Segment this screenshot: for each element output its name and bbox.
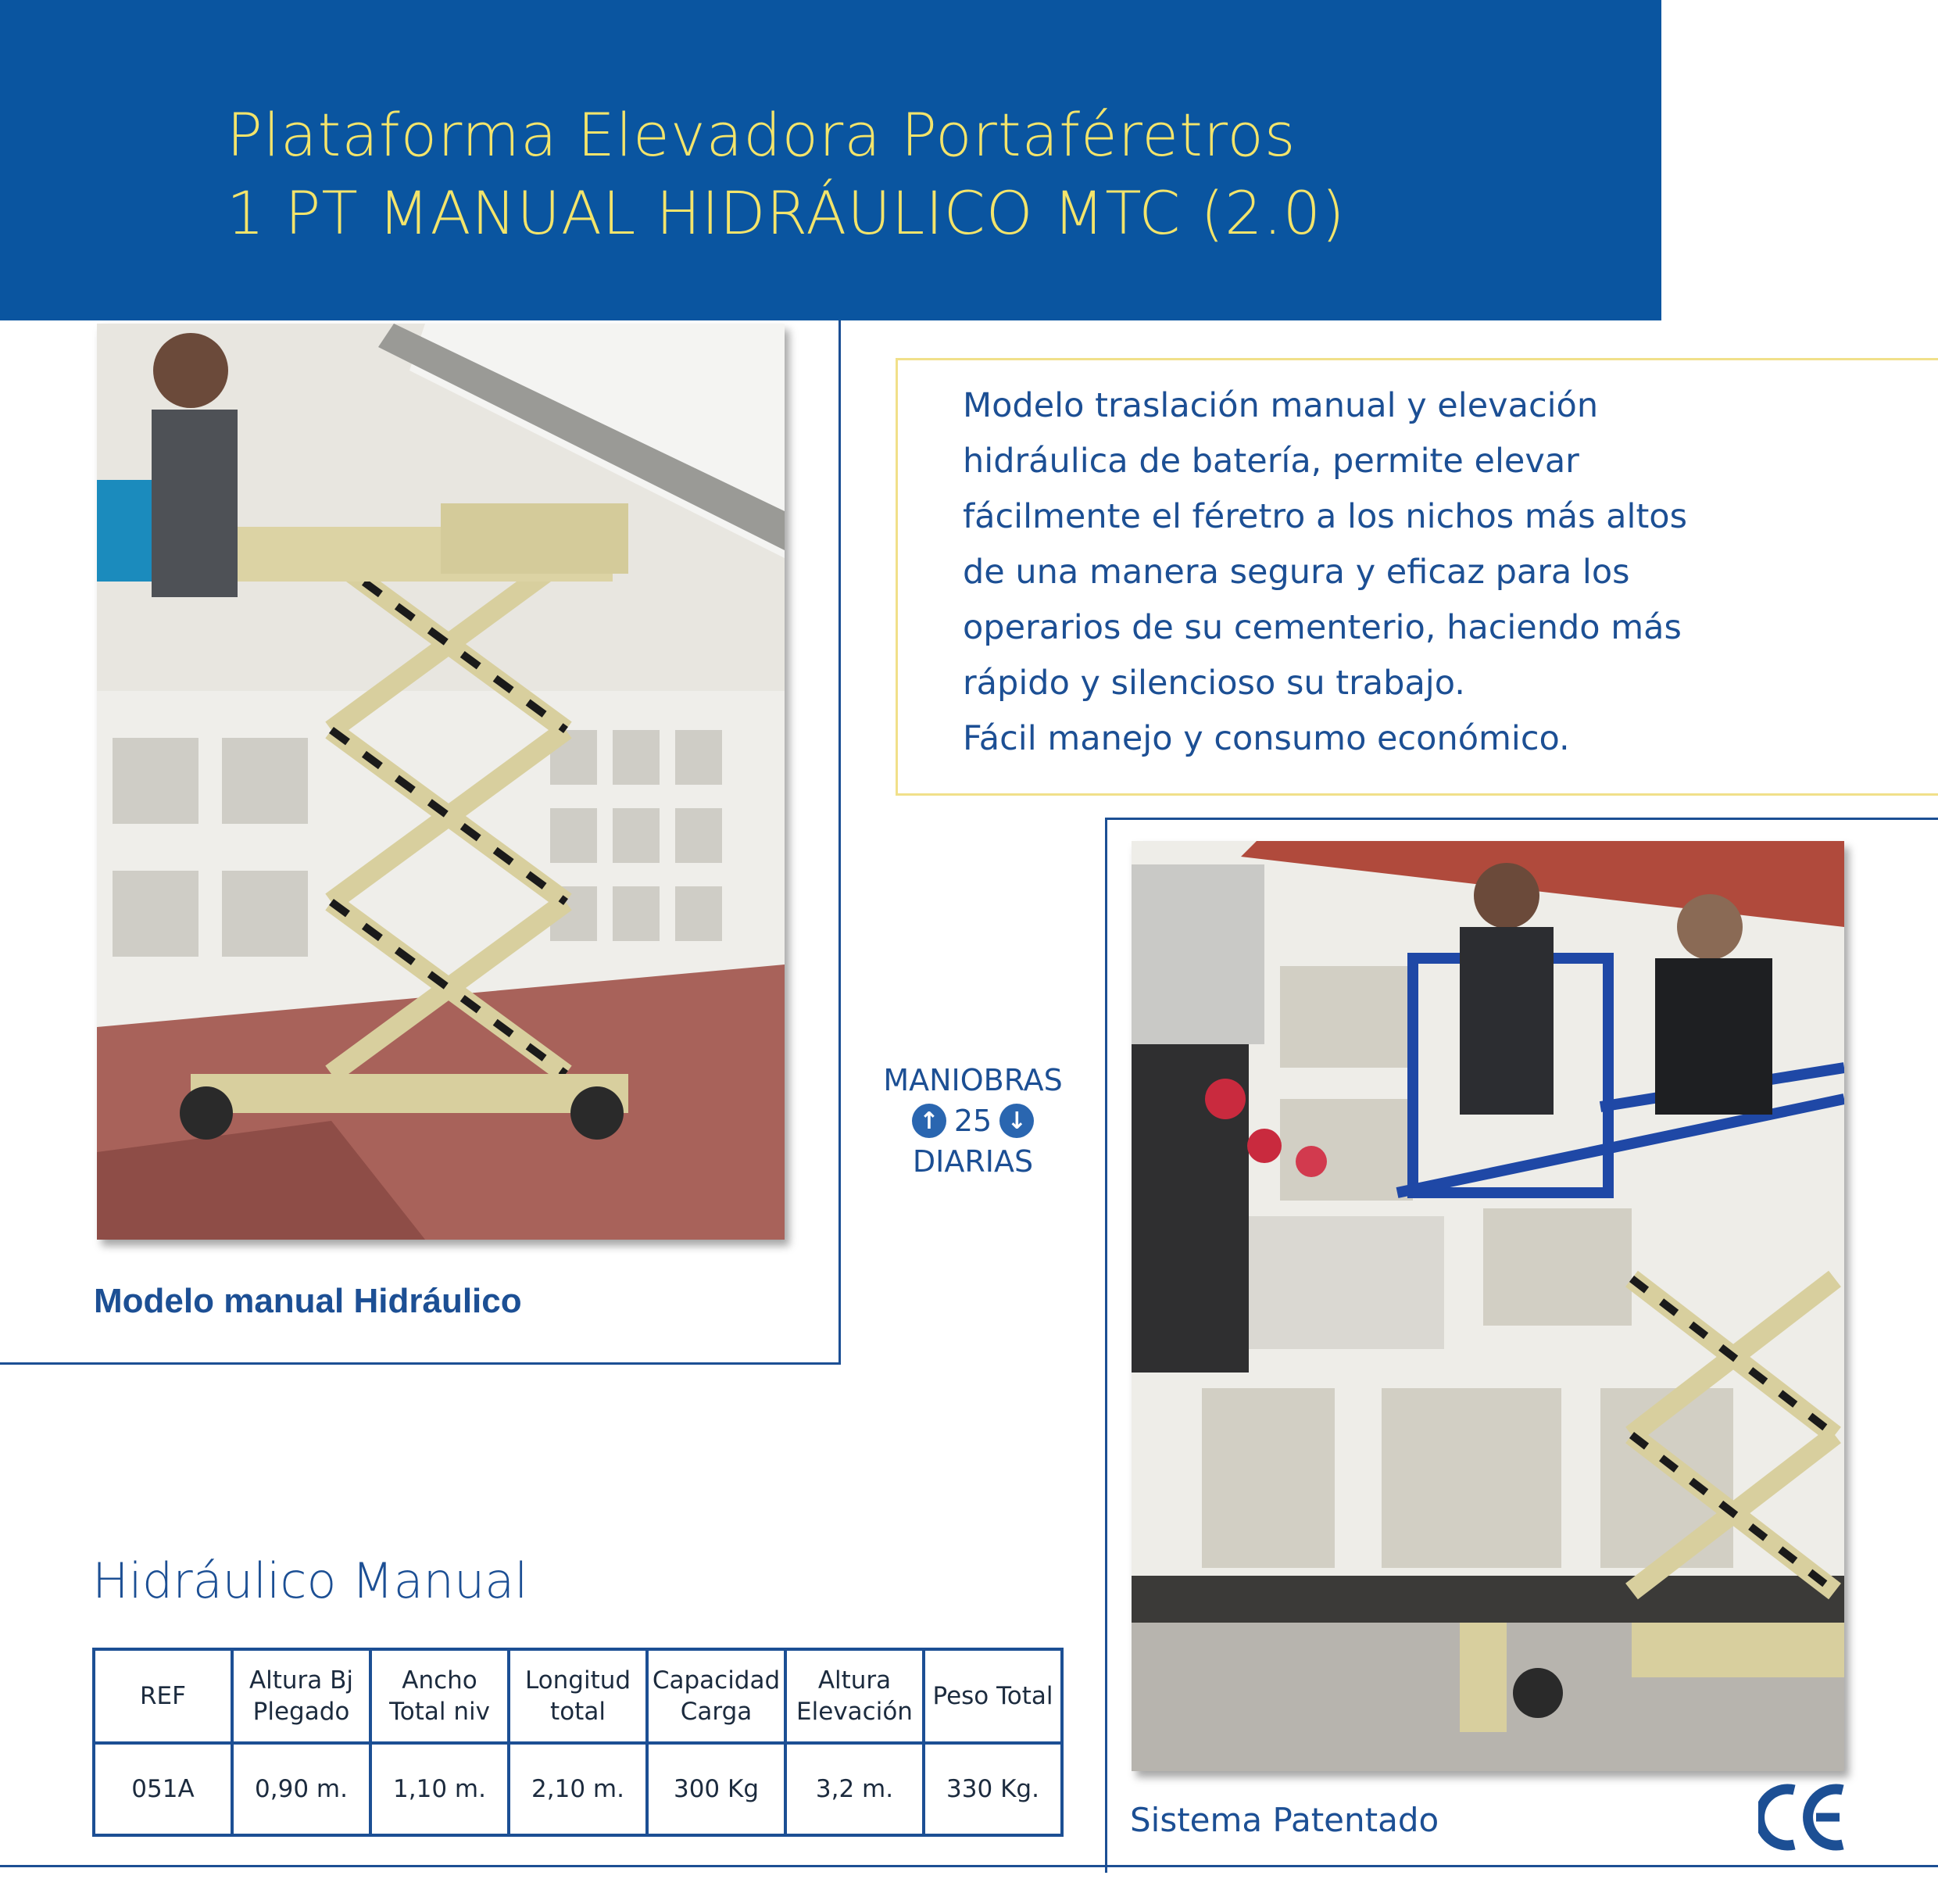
- column-header-folded-height: Altura Bj Plegado: [232, 1649, 370, 1743]
- table-header-row: [94, 1649, 1062, 1743]
- bottom-divider: [0, 1865, 1938, 1867]
- maneuvers-label-top: MANIOBRAS: [883, 1063, 1063, 1097]
- description-line: Fácil manejo y consumo económico.: [963, 719, 1570, 758]
- title-line-1: Plataforma Elevadora Portaféretros: [227, 100, 1296, 170]
- arrow-up-circle-icon: ↑: [912, 1104, 946, 1138]
- section-title: Hidráulico Manual: [92, 1552, 528, 1609]
- title-line-2: 1 PT MANUAL HIDRÁULICO MTC (2.0): [227, 178, 1346, 248]
- left-photo-caption: Modelo manual Hidráulico: [94, 1282, 522, 1320]
- cell-capacity: 300 Kg: [647, 1743, 785, 1835]
- cell-ref: 051A: [94, 1743, 232, 1835]
- cell-total-weight: 330 Kg.: [924, 1743, 1062, 1835]
- column-header-lift-height: Altura Elevación: [785, 1649, 924, 1743]
- maneuvers-count: 25: [953, 1104, 992, 1138]
- description-line: Modelo traslación manual y elevación: [963, 386, 1599, 425]
- cell-folded-height: 0,90 m.: [232, 1743, 370, 1835]
- column-header-total-weight: Peso Total: [924, 1649, 1062, 1743]
- column-header-width: Ancho Total niv: [370, 1649, 509, 1743]
- daily-maneuvers-badge: [875, 1060, 1071, 1182]
- maneuvers-label-bottom: DIARIAS: [912, 1144, 1034, 1179]
- column-header-capacity: Capacidad Carga: [647, 1649, 785, 1743]
- column-header-ref: REF: [94, 1649, 232, 1743]
- ce-mark-icon: [1758, 1782, 1849, 1852]
- photo-manual-hydraulic-lift: [97, 324, 785, 1240]
- specifications-table: [92, 1648, 1064, 1837]
- cell-lift-height: 3,2 m.: [785, 1743, 924, 1835]
- photo-patented-system-lift: [1132, 841, 1844, 1771]
- description-line: operarios de su cementerio, haciendo más: [963, 608, 1682, 647]
- arrow-down-circle-icon: ↓: [999, 1104, 1034, 1138]
- description-line: rápido y silencioso su trabajo.: [963, 664, 1465, 703]
- right-photo-caption: Sistema Patentado: [1130, 1801, 1439, 1839]
- cell-length: 2,10 m.: [509, 1743, 647, 1835]
- header-banner: [0, 0, 1661, 320]
- description-line: de una manera segura y eficaz para los: [963, 553, 1630, 592]
- description-line: hidráulica de batería, permite elevar: [963, 442, 1579, 481]
- table-row: [94, 1743, 1062, 1835]
- maneuvers-count-row: [875, 1101, 1071, 1141]
- description-line: fácilmente el féretro a los nichos más altos: [963, 497, 1688, 536]
- column-header-length: Longitud total: [509, 1649, 647, 1743]
- cell-width: 1,10 m.: [370, 1743, 509, 1835]
